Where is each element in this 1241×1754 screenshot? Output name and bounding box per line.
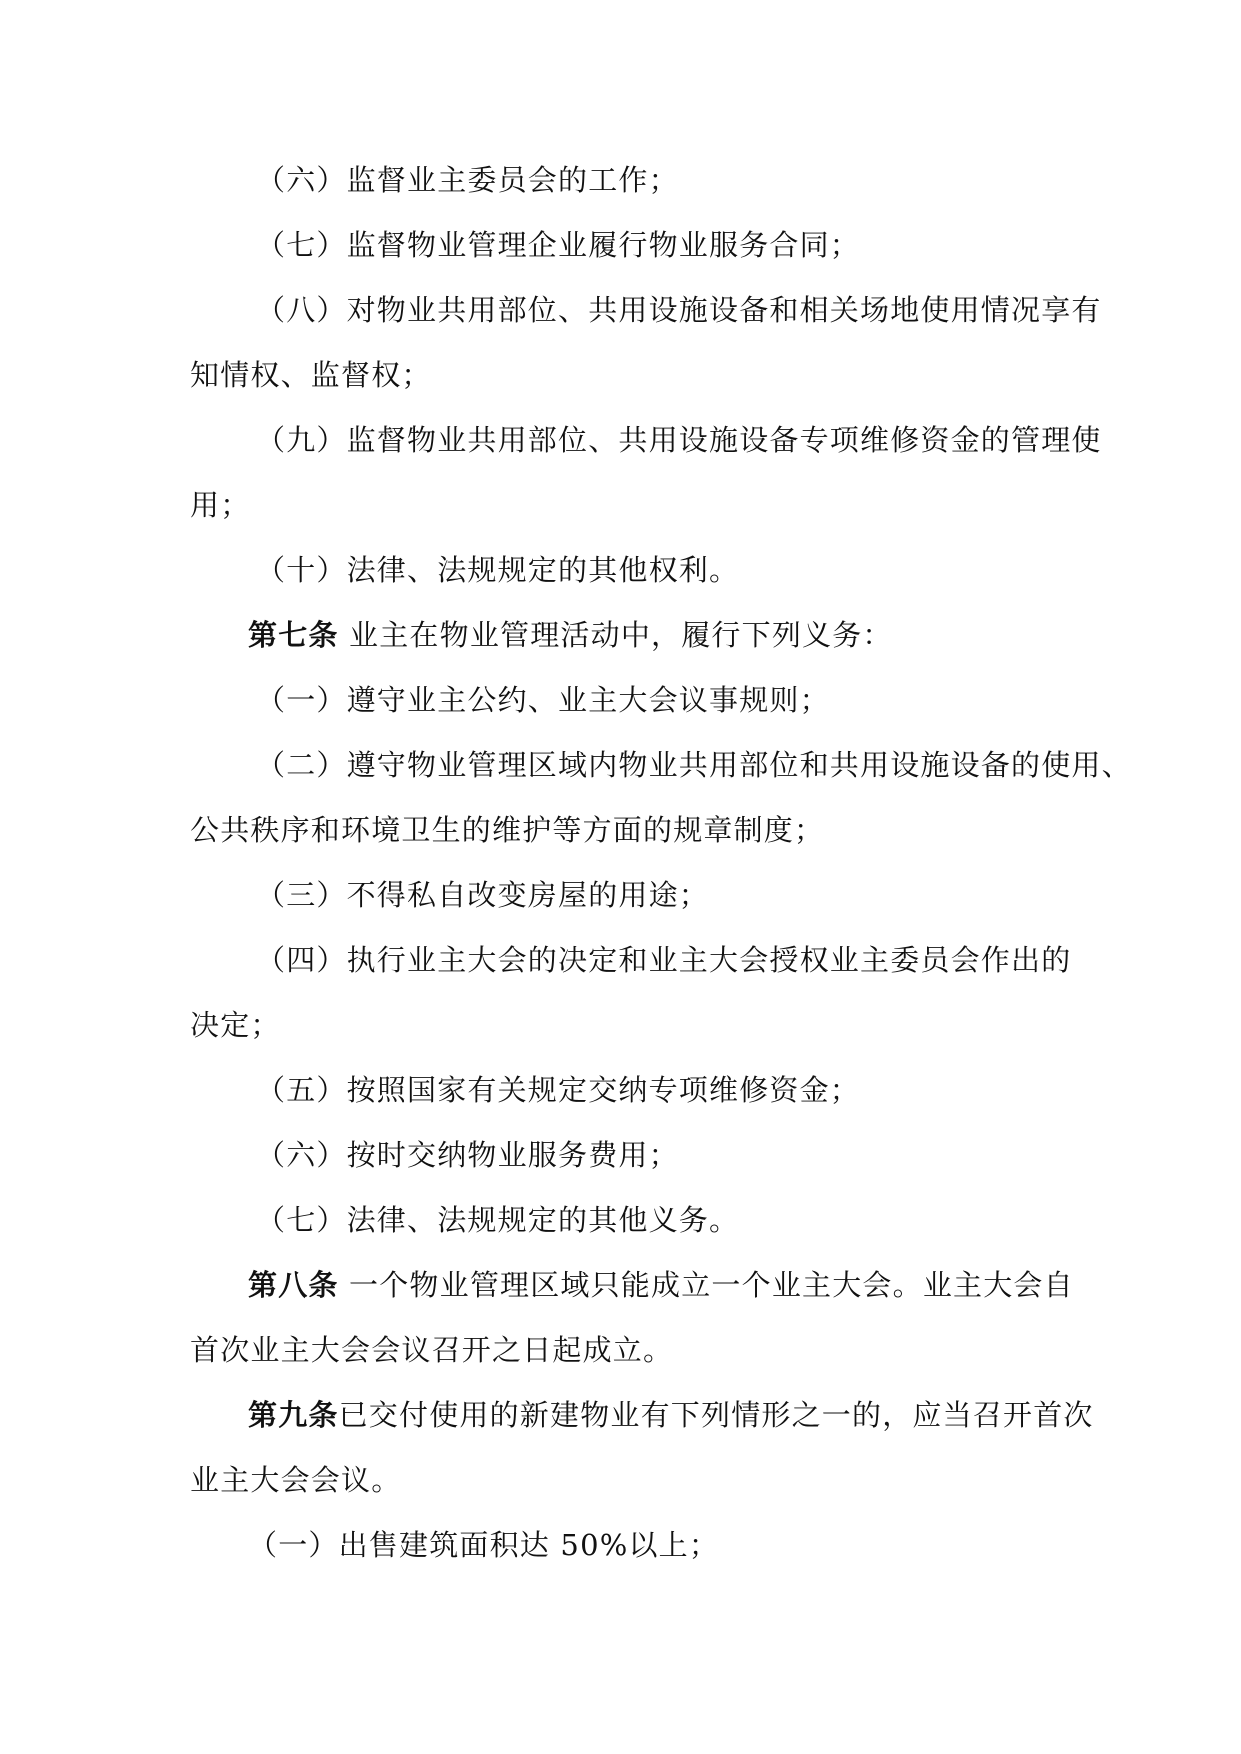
article-title: 第七条 xyxy=(248,618,339,652)
paragraph-line: （七）监督物业管理企业履行物业服务合同； xyxy=(256,228,861,262)
article-text: 业主在物业管理活动中，履行下列义务： xyxy=(338,618,893,652)
paragraph-line: （一）遵守业主公约、业主大会议事规则； xyxy=(256,683,830,717)
paragraph-line: 决定； xyxy=(190,1008,281,1042)
article-text: 一个物业管理区域只能成立一个业主大会。业主大会自 xyxy=(338,1268,1074,1302)
paragraph-line: （六）按时交纳物业服务费用； xyxy=(256,1138,679,1172)
article-title: 第九条 xyxy=(248,1398,339,1432)
paragraph-line: （十）法律、法规规定的其他权利。 xyxy=(256,553,740,587)
paragraph-line: （六）监督业主委员会的工作； xyxy=(256,163,679,197)
paragraph-line: 知情权、监督权； xyxy=(190,358,432,392)
paragraph-line: （八）对物业共用部位、共用设施设备和相关场地使用情况享有 xyxy=(256,293,1102,327)
paragraph-line: 用； xyxy=(190,488,251,522)
paragraph-line: （五）按照国家有关规定交纳专项维修资金； xyxy=(256,1073,861,1107)
paragraph-line: （四）执行业主大会的决定和业主大会授权业主委员会作出的 xyxy=(256,943,1072,977)
paragraph-line: 公共秩序和环境卫生的维护等方面的规章制度； xyxy=(190,813,825,847)
paragraph-line: （七）法律、法规规定的其他义务。 xyxy=(256,1203,740,1237)
article-line xyxy=(248,1395,1094,1435)
paragraph-line: （二）遵守物业管理区域内物业共用部位和共用设施设备的使用、 xyxy=(256,748,1132,782)
paragraph-line: 首次业主大会会议召开之日起成立。 xyxy=(190,1333,674,1367)
article-title: 第八条 xyxy=(248,1268,339,1302)
article-text: 已交付使用的新建物业有下列情形之一的，应当召开首次 xyxy=(338,1398,1094,1432)
paragraph-line: （九）监督物业共用部位、共用设施设备专项维修资金的管理使 xyxy=(256,423,1102,457)
paragraph-line: （一）出售建筑面积达 50%以上； xyxy=(248,1528,720,1562)
article-line xyxy=(248,1265,1074,1305)
article-line xyxy=(248,615,893,655)
paragraph-line: （三）不得私自改变房屋的用途； xyxy=(256,878,710,912)
paragraph-line: 业主大会会议。 xyxy=(190,1463,402,1497)
